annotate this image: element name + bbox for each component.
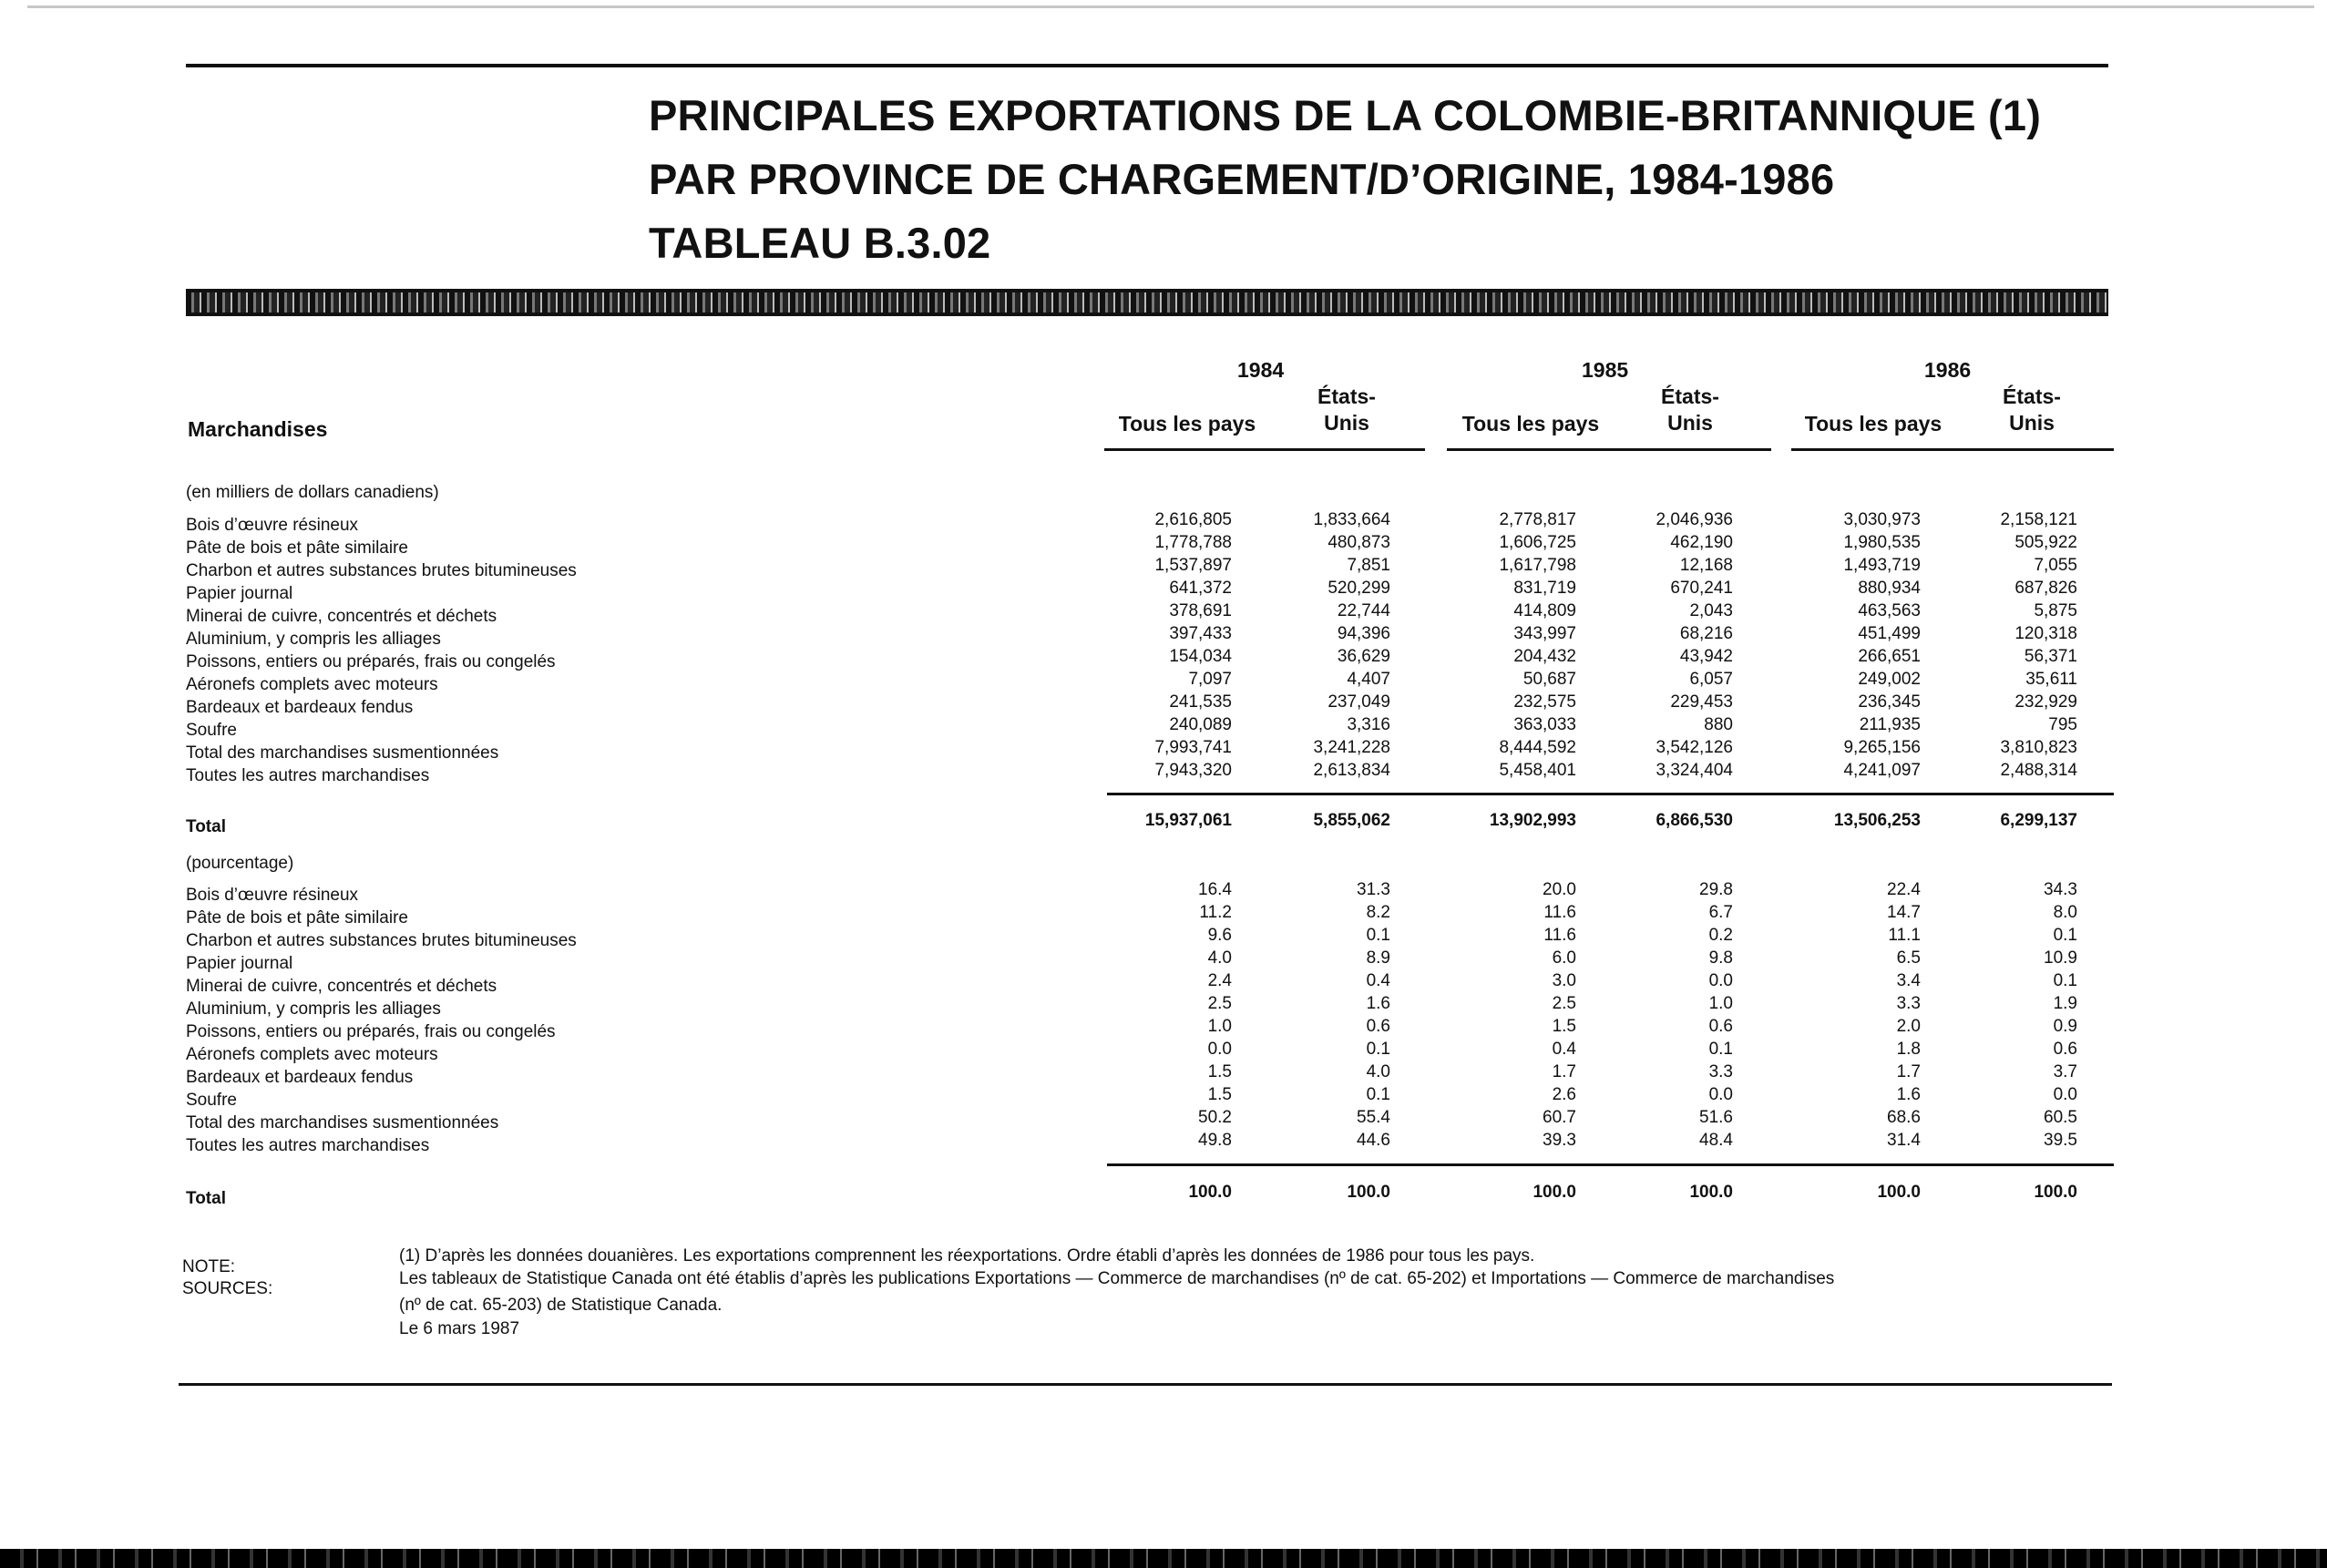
table-cell: 414,809	[1513, 601, 1576, 620]
table-cell: 12,168	[1679, 556, 1733, 575]
row-label: Bois d’œuvre résineux	[186, 516, 359, 535]
row-label: Bardeaux et bardeaux fendus	[186, 1068, 414, 1087]
values-total-rule	[1107, 793, 2114, 795]
table-cell: 60.5	[2044, 1108, 2077, 1127]
table-cell: 94,396	[1337, 624, 1390, 643]
table-cell: 7,851	[1347, 556, 1390, 575]
header-1985-us-line2: Unis	[1667, 411, 1713, 435]
top-rule	[186, 64, 2108, 67]
row-label: Poissons, entiers ou préparés, frais ou congelés	[186, 652, 556, 671]
table-cell: 6,057	[1689, 670, 1733, 689]
table-cell: 0.0	[1708, 971, 1733, 990]
row-label: Pâte de bois et pâte similaire	[186, 908, 408, 927]
percent-total-rule	[1107, 1163, 2114, 1166]
table-cell: 31.4	[1887, 1131, 1921, 1150]
row-label: Pâte de bois et pâte similaire	[186, 538, 408, 558]
table-cell: 9.8	[1708, 948, 1733, 968]
document-date: Le 6 mars 1987	[399, 1319, 520, 1338]
total-cell: 100.0	[1188, 1183, 1232, 1202]
row-label: Charbon et autres substances brutes bitumineuses	[186, 561, 577, 580]
sources-line-2: (nº de cat. 65-203) de Statistique Canada.	[399, 1296, 723, 1315]
table-cell: 505,922	[2014, 533, 2077, 552]
table-cell: 2.4	[1207, 971, 1232, 990]
table-cell: 22.4	[1887, 880, 1921, 899]
table-cell: 1,778,788	[1154, 533, 1232, 552]
table-cell: 236,345	[1858, 692, 1921, 712]
header-1986-us-line2: Unis	[2009, 411, 2055, 435]
total-cell: 13,506,253	[1833, 811, 1921, 830]
table-cell: 29.8	[1699, 880, 1733, 899]
table-cell: 0.1	[1708, 1040, 1733, 1059]
table-cell: 9.6	[1207, 926, 1232, 945]
table-cell: 641,372	[1169, 579, 1232, 598]
table-cell: 3,542,126	[1656, 738, 1733, 757]
total-cell: 13,902,993	[1489, 811, 1576, 830]
table-cell: 0.6	[1708, 1017, 1733, 1036]
table-cell: 7,055	[2034, 556, 2077, 575]
table-cell: 2,046,936	[1656, 510, 1733, 529]
header-1986-us-line1: États-	[2003, 384, 2061, 408]
row-label: Aluminium, y compris les alliages	[186, 630, 441, 649]
table-cell: 5,458,401	[1499, 761, 1576, 780]
table-cell: 1.8	[1896, 1040, 1921, 1059]
table-cell: 7,993,741	[1154, 738, 1232, 757]
row-label: Toutes les autres marchandises	[186, 1136, 430, 1155]
table-cell: 241,535	[1169, 692, 1232, 712]
table-cell: 1,606,725	[1499, 533, 1576, 552]
table-cell: 14.7	[1887, 903, 1921, 922]
header-year-1986: 1986	[1924, 358, 1972, 382]
table-cell: 1.7	[1896, 1062, 1921, 1081]
table-cell: 480,873	[1328, 533, 1390, 552]
table-cell: 0.0	[1207, 1040, 1232, 1059]
table-cell: 249,002	[1858, 670, 1921, 689]
table-cell: 1.6	[1366, 994, 1390, 1013]
table-cell: 0.6	[1366, 1017, 1390, 1036]
table-cell: 3.3	[1708, 1062, 1733, 1081]
row-label: Aéronefs complets avec moteurs	[186, 1045, 438, 1064]
table-cell: 1.5	[1207, 1085, 1232, 1104]
table-cell: 378,691	[1169, 601, 1232, 620]
header-1985-all-countries: Tous les pays	[1461, 412, 1600, 436]
table-cell: 3,241,228	[1313, 738, 1390, 757]
table-cell: 36,629	[1337, 647, 1390, 666]
table-cell: 1.7	[1552, 1062, 1576, 1081]
row-label: Minerai de cuivre, concentrés et déchets	[186, 607, 497, 626]
table-cell: 204,432	[1513, 647, 1576, 666]
note-text: (1) D’après les données douanières. Les exportations comprennent les réexportations. Ordre établi d’après les données de 1986 pour tous les pays.	[399, 1246, 1535, 1266]
table-cell: 0.0	[2053, 1085, 2077, 1104]
sources-label: SOURCES:	[182, 1279, 273, 1298]
total-cell: 100.0	[1533, 1183, 1576, 1202]
total-cell: 6,299,137	[2000, 811, 2077, 830]
title-line-2: PAR PROVINCE DE CHARGEMENT/D’ORIGINE, 1984-1986	[649, 155, 1835, 203]
table-cell: 22,744	[1337, 601, 1390, 620]
table-cell: 8.0	[2053, 903, 2077, 922]
table-cell: 35,611	[2025, 670, 2077, 689]
table-cell: 240,089	[1169, 715, 1232, 734]
table-cell: 266,651	[1858, 647, 1921, 666]
table-cell: 44.6	[1357, 1131, 1390, 1150]
header-year-1985: 1985	[1582, 358, 1629, 382]
table-cell: 2,158,121	[2000, 510, 2077, 529]
table-cell: 0.1	[2053, 926, 2077, 945]
table-cell: 2,043	[1689, 601, 1733, 620]
row-label: Toutes les autres marchandises	[186, 766, 430, 785]
row-label: Bois d’œuvre résineux	[186, 886, 359, 905]
table-cell: 3.7	[2053, 1062, 2077, 1081]
table-cell: 687,826	[2014, 579, 2077, 598]
table-cell: 1,493,719	[1843, 556, 1921, 575]
table-cell: 3.0	[1552, 971, 1576, 990]
row-label: Papier journal	[186, 584, 293, 603]
header-1984-us-line2: Unis	[1324, 411, 1369, 435]
scan-artifact-bottom	[0, 1549, 2327, 1568]
table-cell: 3,324,404	[1656, 761, 1733, 780]
table-cell: 4,407	[1347, 670, 1390, 689]
section-unit-label-percent: (pourcentage)	[186, 854, 294, 873]
table-cell: 43,942	[1679, 647, 1733, 666]
table-cell: 11.1	[1888, 926, 1921, 945]
table-cell: 831,719	[1513, 579, 1576, 598]
total-cell: 100.0	[1877, 1183, 1921, 1202]
table-cell: 2.0	[1896, 1017, 1921, 1036]
table-cell: 2.6	[1552, 1085, 1576, 1104]
total-cell: 15,937,061	[1144, 811, 1232, 830]
table-cell: 0.4	[1552, 1040, 1576, 1059]
header-1986-all-countries: Tous les pays	[1804, 412, 1943, 436]
table-cell: 50.2	[1198, 1108, 1232, 1127]
row-label: Total des marchandises susmentionnées	[186, 1113, 499, 1132]
table-cell: 16.4	[1198, 880, 1232, 899]
table-cell: 3.4	[1896, 971, 1921, 990]
table-cell: 4,241,097	[1843, 761, 1921, 780]
table-cell: 463,563	[1858, 601, 1921, 620]
table-cell: 6.7	[1708, 903, 1733, 922]
table-cell: 55.4	[1357, 1108, 1390, 1127]
row-label: Aéronefs complets avec moteurs	[186, 675, 438, 694]
table-cell: 520,299	[1328, 579, 1390, 598]
table-cell: 49.8	[1198, 1131, 1232, 1150]
table-cell: 7,943,320	[1154, 761, 1232, 780]
table-cell: 56,371	[2024, 647, 2077, 666]
table-cell: 2,778,817	[1499, 510, 1576, 529]
table-cell: 0.4	[1366, 971, 1390, 990]
table-cell: 670,241	[1670, 579, 1733, 598]
table-cell: 3,030,973	[1843, 510, 1921, 529]
table-cell: 0.0	[1708, 1085, 1733, 1104]
table-cell: 5,875	[2034, 601, 2077, 620]
table-cell: 211,935	[1859, 715, 1921, 734]
total-cell: 100.0	[1689, 1183, 1733, 1202]
table-cell: 0.9	[2053, 1017, 2077, 1036]
table-cell: 7,097	[1188, 670, 1232, 689]
note-label: NOTE:	[182, 1257, 236, 1276]
row-label: Soufre	[186, 1091, 237, 1110]
header-1985-us-line1: États-	[1661, 384, 1719, 408]
table-cell: 2,613,834	[1313, 761, 1390, 780]
table-cell: 120,318	[2014, 624, 2077, 643]
table-cell: 34.3	[2044, 880, 2077, 899]
table-cell: 50,687	[1522, 670, 1576, 689]
table-cell: 31.3	[1357, 880, 1390, 899]
table-cell: 4.0	[1366, 1062, 1390, 1081]
table-cell: 4.0	[1207, 948, 1232, 968]
table-cell: 11.6	[1543, 926, 1576, 945]
table-cell: 2.5	[1207, 994, 1232, 1013]
table-cell: 11.6	[1543, 903, 1576, 922]
table-cell: 8.2	[1366, 903, 1390, 922]
table-cell: 39.5	[2044, 1131, 2077, 1150]
table-cell: 363,033	[1513, 715, 1576, 734]
table-cell: 60.7	[1543, 1108, 1576, 1127]
table-cell: 343,997	[1513, 624, 1576, 643]
table-cell: 232,575	[1513, 692, 1576, 712]
table-cell: 8.9	[1366, 948, 1390, 968]
table-cell: 232,929	[2014, 692, 2077, 712]
table-cell: 1,617,798	[1499, 556, 1576, 575]
total-cell: 5,855,062	[1313, 811, 1390, 830]
table-cell: 0.1	[1366, 926, 1390, 945]
table-cell: 1.0	[1708, 994, 1733, 1013]
table-cell: 880,934	[1858, 579, 1921, 598]
table-cell: 9,265,156	[1843, 738, 1921, 757]
row-label: Total des marchandises susmentionnées	[186, 743, 499, 763]
row-label: Charbon et autres substances brutes bitumineuses	[186, 931, 577, 950]
table-cell: 795	[2048, 715, 2077, 734]
table-cell: 20.0	[1543, 880, 1576, 899]
table-cell: 51.6	[1699, 1108, 1733, 1127]
row-label: Soufre	[186, 721, 237, 740]
bottom-rule	[179, 1383, 2112, 1386]
table-cell: 68,216	[1679, 624, 1733, 643]
table-cell: 2,488,314	[2000, 761, 2077, 780]
total-cell: 100.0	[2034, 1183, 2077, 1202]
header-commodity: Marchandises	[188, 417, 328, 441]
header-year-1984: 1984	[1237, 358, 1285, 382]
table-cell: 229,453	[1670, 692, 1733, 712]
table-cell: 2.5	[1552, 994, 1576, 1013]
table-cell: 8,444,592	[1499, 738, 1576, 757]
table-cell: 1,833,664	[1313, 510, 1390, 529]
table-cell: 1,980,535	[1843, 533, 1921, 552]
table-cell: 68.6	[1887, 1108, 1921, 1127]
table-cell: 48.4	[1699, 1131, 1733, 1150]
table-cell: 0.2	[1708, 926, 1733, 945]
table-cell: 1,537,897	[1154, 556, 1232, 575]
row-label: Aluminium, y compris les alliages	[186, 999, 441, 1019]
decorative-divider-bar	[186, 289, 2108, 316]
table-cell: 1.0	[1207, 1017, 1232, 1036]
table-cell: 6.0	[1552, 948, 1576, 968]
table-cell: 1.9	[2053, 994, 2077, 1013]
title-line-3: TABLEAU B.3.02	[649, 219, 991, 267]
table-cell: 2,616,805	[1154, 510, 1232, 529]
total-label: Total	[186, 817, 226, 836]
table-cell: 3,810,823	[2000, 738, 2077, 757]
table-cell: 397,433	[1169, 624, 1232, 643]
sources-line-1: Les tableaux de Statistique Canada ont été établis d’après les publications Exportations — Commerce de marchandises (nº de cat. 65-202) et Importations — Commerce de marchandises	[399, 1269, 1835, 1288]
total-cell: 6,866,530	[1656, 811, 1733, 830]
table-cell: 237,049	[1328, 692, 1390, 712]
title-line-1: PRINCIPALES EXPORTATIONS DE LA COLOMBIE-BRITANNIQUE (1)	[649, 91, 2042, 139]
table-cell: 0.1	[1366, 1085, 1390, 1104]
table-cell: 6.5	[1896, 948, 1921, 968]
header-rule-1985	[1447, 448, 1771, 451]
row-label: Poissons, entiers ou préparés, frais ou congelés	[186, 1022, 556, 1041]
header-1984-us-line1: États-	[1317, 384, 1376, 408]
row-label: Bardeaux et bardeaux fendus	[186, 698, 414, 717]
table-cell: 39.3	[1543, 1131, 1576, 1150]
table-cell: 1.5	[1552, 1017, 1576, 1036]
section-unit-label-values: (en milliers de dollars canadiens)	[186, 483, 439, 502]
table-cell: 0.6	[2053, 1040, 2077, 1059]
table-cell: 1.5	[1207, 1062, 1232, 1081]
document-title	[649, 84, 2041, 275]
table-cell: 462,190	[1670, 533, 1733, 552]
header-rule-1984	[1104, 448, 1425, 451]
row-label: Papier journal	[186, 954, 293, 973]
table-cell: 3.3	[1896, 994, 1921, 1013]
table-cell: 0.1	[1366, 1040, 1390, 1059]
table-cell: 880	[1704, 715, 1733, 734]
total-cell: 100.0	[1347, 1183, 1390, 1202]
table-cell: 451,499	[1858, 624, 1921, 643]
table-cell: 11.2	[1199, 903, 1232, 922]
table-cell: 154,034	[1169, 647, 1232, 666]
table-cell: 1.6	[1896, 1085, 1921, 1104]
table-cell: 0.1	[2053, 971, 2077, 990]
scan-artifact-top	[27, 5, 2314, 8]
row-label: Minerai de cuivre, concentrés et déchets	[186, 977, 497, 996]
total-label: Total	[186, 1189, 226, 1208]
header-rule-1986	[1791, 448, 2114, 451]
header-1984-all-countries: Tous les pays	[1118, 412, 1256, 436]
table-cell: 10.9	[2044, 948, 2077, 968]
table-cell: 3,316	[1347, 715, 1390, 734]
